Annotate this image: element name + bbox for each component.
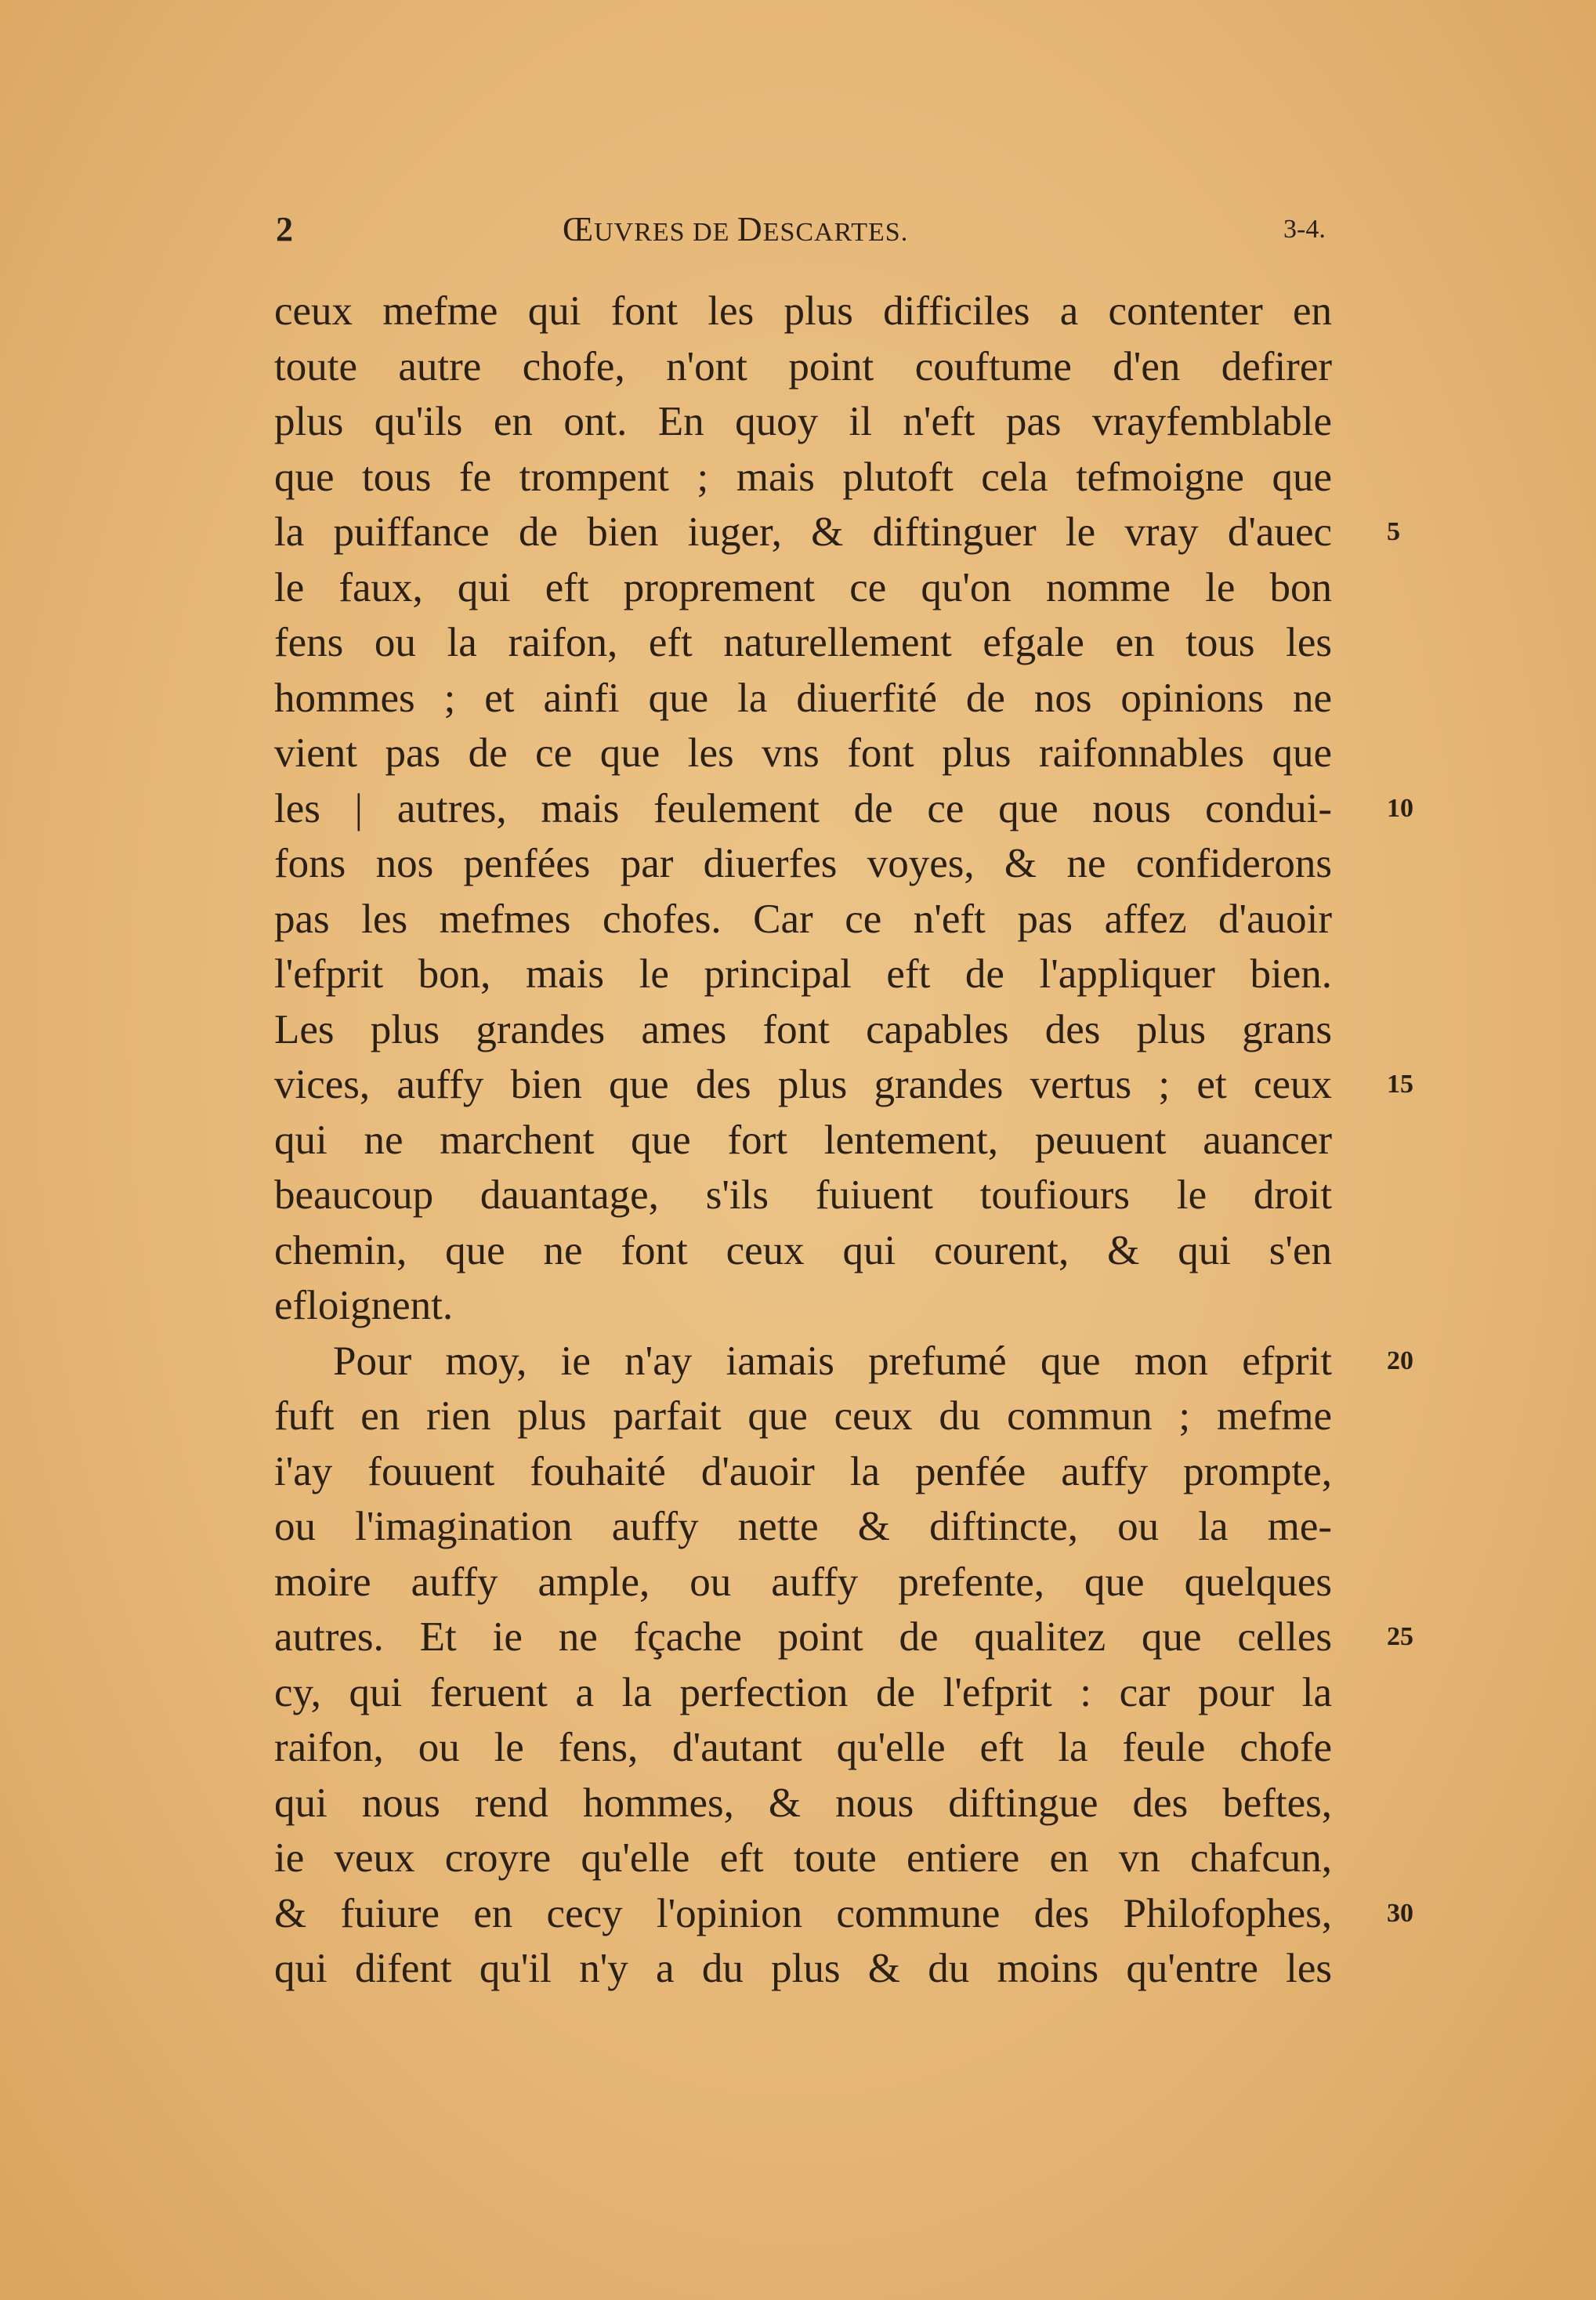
text-line: ou l'imagination auffy nette & diftincte, ou la me- bbox=[274, 1504, 1332, 1549]
line-number: 10 bbox=[1387, 793, 1413, 823]
text-line: i'ay fouuent fouhaité d'auoir la penfée auffy prompte, bbox=[274, 1448, 1332, 1494]
page-reference: 3-4. bbox=[1283, 215, 1326, 244]
line-number: 5 bbox=[1387, 517, 1400, 546]
text-line: pas les mefmes chofes. Car ce n'eft pas affez d'auoir bbox=[274, 896, 1332, 942]
text-line: raifon, ou le fens, d'autant qu'elle eft la feule chofe bbox=[274, 1725, 1332, 1770]
text-line: les | autres, mais feulement de ce que nous condui- bbox=[274, 785, 1332, 831]
running-title-d: D bbox=[736, 210, 763, 248]
text-line: beaucoup dauantage, s'ils fuiuent toufiours le droit bbox=[274, 1172, 1332, 1218]
text-line: efloignent. bbox=[274, 1283, 454, 1328]
line-number: 25 bbox=[1387, 1622, 1413, 1651]
text-line: l'efprit bon, mais le principal eft de l'appliquer bien. bbox=[274, 951, 1332, 997]
text-line: chemin, que ne font ceux qui courent, & qui s'en bbox=[274, 1227, 1332, 1273]
text-line: ie veux croyre qu'elle eft toute entiere en vn chafcun, bbox=[274, 1835, 1332, 1881]
text-line: fens ou la raifon, eft naturellement efgale en tous les bbox=[274, 620, 1332, 665]
text-line: Pour moy, ie n'ay iamais prefumé que mon efprit bbox=[333, 1338, 1332, 1384]
running-title-end: ESCARTES. bbox=[762, 218, 909, 247]
text-line: plus qu'ils en ont. En quoy il n'eft pas vrayfemblable bbox=[274, 399, 1332, 444]
line-number: 30 bbox=[1387, 1898, 1413, 1928]
text-line: fuft en rien plus parfait que ceux du commun ; mefme bbox=[274, 1393, 1332, 1439]
text-line: vient pas de ce que les vns font plus raifonnables que bbox=[274, 730, 1332, 776]
text-line: que tous fe trompent ; mais plutoft cela tefmoigne que bbox=[274, 454, 1332, 500]
text-line: cy, qui feruent a la perfection de l'efprit : car pour la bbox=[274, 1669, 1332, 1715]
text-line: hommes ; et ainfi que la diuerfité de nos opinions ne bbox=[274, 675, 1332, 721]
text-line: moire auffy ample, ou auffy prefente, que quelques bbox=[274, 1559, 1332, 1605]
page-number: 2 bbox=[276, 210, 293, 248]
text-line: ceux mefme qui font les plus difficiles a contenter en bbox=[274, 288, 1332, 334]
text-line: fons nos penfées par diuerfes voyes, & ne confiderons bbox=[274, 841, 1332, 886]
text-line: autres. Et ie ne fçache point de qualitez que celles bbox=[274, 1614, 1332, 1660]
running-title-part: UVRES DE bbox=[594, 218, 737, 247]
text-line: & fuiure en cecy l'opinion commune des Philofophes, bbox=[274, 1890, 1332, 1936]
line-number: 20 bbox=[1387, 1346, 1413, 1375]
text-line: Les plus grandes ames font capables des plus grans bbox=[274, 1006, 1332, 1052]
text-line: qui ne marchent que fort lentement, peuuent auancer bbox=[274, 1117, 1332, 1163]
text-line: qui difent qu'il n'y a du plus & du moins qu'entre les bbox=[274, 1946, 1332, 1991]
running-title bbox=[563, 210, 908, 252]
text-line: qui nous rend hommes, & nous diftingue des beftes, bbox=[274, 1780, 1332, 1826]
line-number: 15 bbox=[1387, 1070, 1413, 1099]
text-line: toute autre chofe, n'ont point couftume d'en defirer bbox=[274, 343, 1332, 389]
text-line: la puiffance de bien iuger, & diftinguer le vray d'auec bbox=[274, 509, 1332, 555]
running-title-oe: Œ bbox=[563, 210, 595, 248]
text-line: le faux, qui eft proprement ce qu'on nomme le bon bbox=[274, 564, 1332, 610]
text-line: vices, auffy bien que des plus grandes vertus ; et ceux bbox=[274, 1062, 1332, 1107]
